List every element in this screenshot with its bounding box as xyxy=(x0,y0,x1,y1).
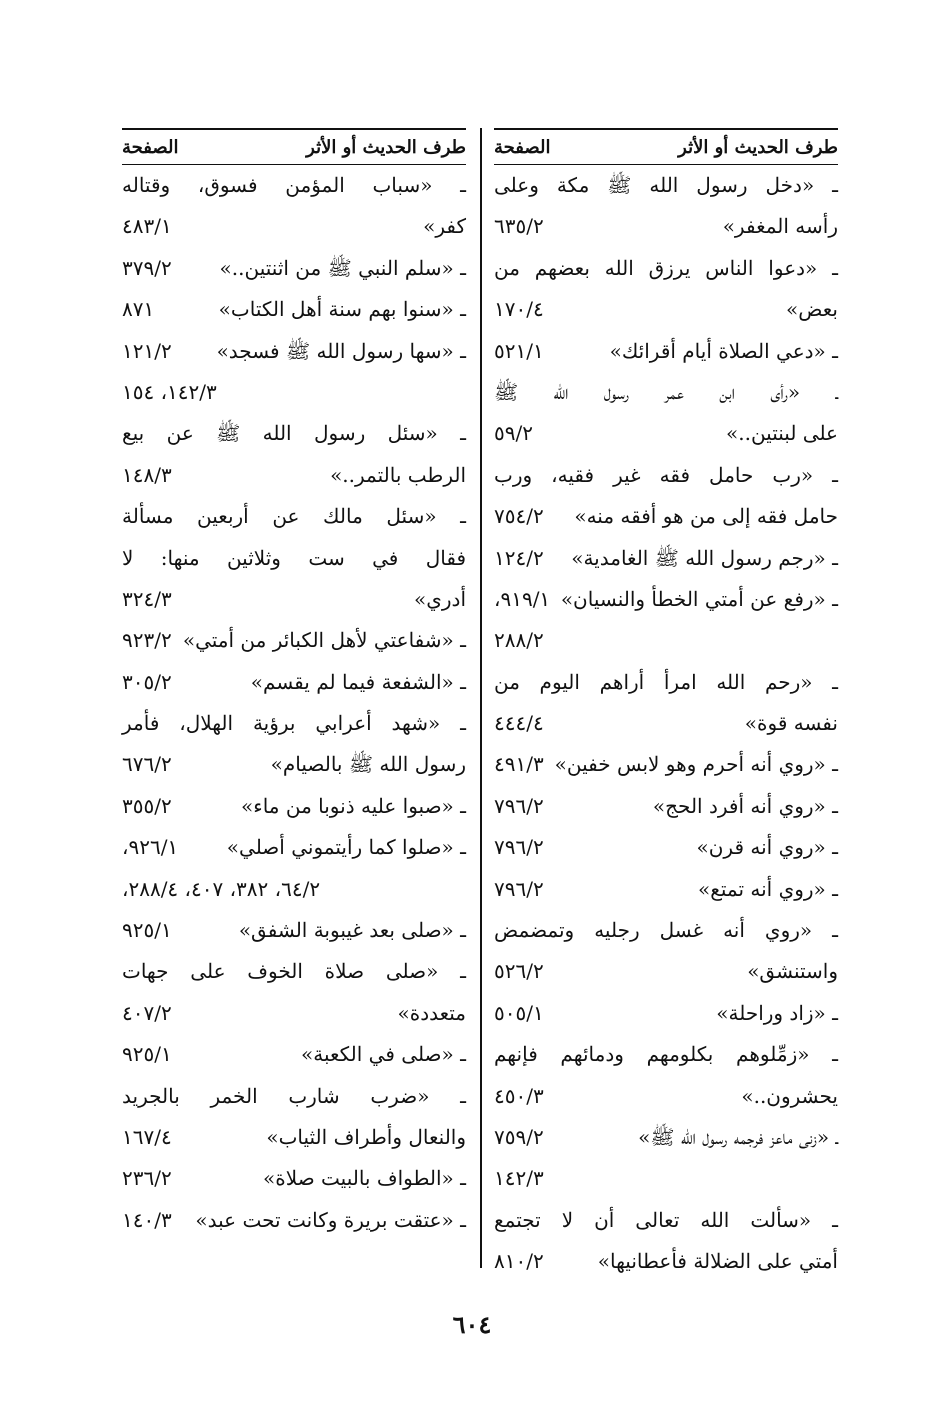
entry-page-ref: ٥٢١/١ xyxy=(494,338,544,363)
index-entry-line xyxy=(494,1158,838,1199)
header-title: طرف الحديث أو الأثر xyxy=(678,136,838,158)
entry-text: ـ «زمِّلوهم بكلومهم ودمائهم فإنهم xyxy=(494,1042,838,1067)
entry-page-ref: ٤٥٠/٣ xyxy=(494,1083,544,1108)
entry-text: والنعال وأطراف الثياب» xyxy=(266,1124,466,1149)
index-entry-line xyxy=(122,496,466,537)
entry-text: متعددة» xyxy=(397,1000,466,1025)
entry-page-ref: ٢٨٨/٢ xyxy=(494,628,544,653)
entry-page-ref: ٧٩٦/٢ xyxy=(494,876,544,901)
index-entry-line xyxy=(122,1117,466,1158)
entry-text: ـ «شفاعتي لأهل الكبائر من أمتي» xyxy=(182,628,466,653)
entry-page-ref: ١٧٠/٤ xyxy=(494,297,544,322)
index-entry-line xyxy=(122,579,466,620)
entry-text: ـ «زنى ماعز فرجمه رسول الله ﷺ» xyxy=(638,1124,838,1149)
entry-text: ـ «دعوا الناس يرزق الله بعضهم من xyxy=(494,255,838,280)
entry-text: ـ «عتقت بريرة وكانت تحت عبد» xyxy=(195,1207,466,1232)
entry-text: الرطب بالتمر..» xyxy=(330,462,466,487)
entry-text: ـ «سألت الله تعالى أن لا تجتمع xyxy=(494,1207,838,1232)
index-entry-line xyxy=(122,248,466,289)
index-entry-line xyxy=(494,413,838,454)
index-entry-line xyxy=(122,869,466,910)
entry-text: أدري» xyxy=(413,586,466,611)
entry-page-ref: ١٤٢/٣، ١٥٤ xyxy=(122,379,217,404)
entry-page-ref: ٥٠٥/١ xyxy=(494,1000,544,1025)
column-divider xyxy=(480,128,482,1268)
entry-page-ref: ٦٧٦/٢ xyxy=(122,752,172,777)
index-entry-line xyxy=(122,413,466,454)
entry-text: واستنشق» xyxy=(747,959,838,984)
entry-text: ـ «رجم رسول الله ﷺ الغامدية» xyxy=(571,545,838,570)
entry-page-ref: ٣٥٥/٢ xyxy=(122,793,172,818)
entry-text: ـ «صلى في الكعبة» xyxy=(300,1042,466,1067)
index-entry-line xyxy=(494,372,838,413)
entry-page-ref: ٩٢٦/١، xyxy=(122,835,179,860)
index-entry-line xyxy=(494,744,838,785)
page-number: ٦٠٤ xyxy=(452,1310,492,1339)
entry-text: ـ «رفع عن أمتي الخطأ والنسيان» xyxy=(560,586,838,611)
header-title: طرف الحديث أو الأثر xyxy=(306,136,466,158)
entry-page-ref: ٧٥٩/٢ xyxy=(494,1124,544,1149)
entry-page-ref: ٧٩٦/٢ xyxy=(494,835,544,860)
entry-page-ref: ٩٢٣/٢ xyxy=(122,628,172,653)
index-entry-line xyxy=(494,248,838,289)
index-entry-line xyxy=(494,951,838,992)
index-entry-line xyxy=(494,455,838,496)
entry-text: بعض» xyxy=(786,297,838,322)
index-entry-line xyxy=(122,786,466,827)
index-entry-line xyxy=(494,496,838,537)
index-entry-line xyxy=(122,455,466,496)
index-entry-line xyxy=(494,620,838,661)
entry-text: ـ «صلى صلاة الخوف على جهات xyxy=(122,959,466,984)
entry-text: ـ «سها رسول الله ﷺ فسجد» xyxy=(216,338,466,363)
entry-text: فقال في ست وثلاثين منها: لا xyxy=(122,545,466,570)
index-entry-line xyxy=(494,662,838,703)
index-entry-line xyxy=(122,1034,466,1075)
index-entry-line xyxy=(122,910,466,951)
entry-page-ref: ٤٩١/٣ xyxy=(494,752,544,777)
entry-page-ref: ١٢١/٢ xyxy=(122,338,172,363)
entry-text: ـ «الطواف بالبيت صلاة» xyxy=(263,1166,466,1191)
entry-page-ref: ٩٢٥/١ xyxy=(122,1042,172,1067)
left-column-header xyxy=(122,128,466,165)
index-entry-line xyxy=(494,165,838,206)
entry-text: ـ «صلوا كما رأيتموني أصلي» xyxy=(226,835,466,860)
entry-page-ref: ٥٢٦/٢ xyxy=(494,959,544,984)
entry-text: ـ «روي أنه قرن» xyxy=(696,835,838,860)
entry-text: نفسه قوة» xyxy=(744,711,838,736)
entry-text: يحشرون..» xyxy=(741,1083,838,1108)
index-entry-line xyxy=(494,206,838,247)
index-entry-line xyxy=(494,1034,838,1075)
entry-page-ref: ٧٩٦/٢ xyxy=(494,793,544,818)
entry-page-ref: ٦٤/٢، ٣٨٢، ٤٠٧، ٢٨٨/٤، xyxy=(122,876,321,901)
entry-page-ref: ٤٠٧/٢ xyxy=(122,1000,172,1025)
index-entry-line xyxy=(122,662,466,703)
entry-text: ـ «رأى ابن عمر رسول الله ﷺ xyxy=(494,379,838,404)
index-entry-line xyxy=(122,538,466,579)
index-entry-line xyxy=(494,579,838,620)
entry-text: ـ «سئل مالك عن أربعين مسألة xyxy=(122,504,466,529)
right-column xyxy=(494,128,838,1283)
index-entry-line xyxy=(494,289,838,330)
entry-page-ref: ٤٤٤/٤ xyxy=(494,711,544,736)
entry-page-ref: ٧٥٤/٢ xyxy=(494,504,544,529)
entry-text: ـ «ضرب شارب الخمر بالجريد xyxy=(122,1083,466,1108)
index-entry-line xyxy=(494,1200,838,1241)
index-entry-line xyxy=(494,1076,838,1117)
index-entry-line xyxy=(122,372,466,413)
index-entry-line xyxy=(122,993,466,1034)
index-entry-line xyxy=(494,993,838,1034)
left-column-entries xyxy=(122,165,466,1241)
index-entry-line xyxy=(122,1076,466,1117)
index-entry-line xyxy=(122,289,466,330)
index-entry-line xyxy=(122,1200,466,1241)
entry-text: ـ «شهد أعرابي برؤية الهلال، فأمر xyxy=(122,711,466,736)
entry-page-ref: ١٤٢/٣ xyxy=(494,1166,544,1191)
index-entry-line xyxy=(122,165,466,206)
right-column-header xyxy=(494,128,838,165)
entry-text: ـ «رحم الله امرأ أراهم اليوم من xyxy=(494,669,838,694)
entry-page-ref: ١٤٨/٣ xyxy=(122,462,172,487)
index-entry-line xyxy=(122,951,466,992)
entry-text: ـ «صبوا عليه ذنوبا من ماء» xyxy=(241,793,466,818)
index-entry-line xyxy=(494,331,838,372)
entry-text: كفر» xyxy=(423,214,466,239)
entry-text: ـ «سنوا بهم سنة أهل الكتاب» xyxy=(218,297,466,322)
index-entry-line xyxy=(494,786,838,827)
index-entry-line xyxy=(494,910,838,951)
entry-page-ref: ٨٧١ xyxy=(122,297,155,322)
entry-text: ـ «روي أنه غسل رجليه وتمضمض xyxy=(494,918,838,943)
index-entry-line xyxy=(494,538,838,579)
header-page-label: الصفحة xyxy=(494,136,551,158)
entry-text: ـ «دعي الصلاة أيام أقرائك» xyxy=(609,338,838,363)
index-entry-line xyxy=(494,703,838,744)
index-entry-line xyxy=(494,1241,838,1282)
index-entry-line xyxy=(122,206,466,247)
entry-text: ـ «سئل رسول الله ﷺ عن بيع xyxy=(122,421,466,446)
entry-text: ـ «سلم النبي ﷺ من اثنتين..» xyxy=(219,255,466,280)
index-entry-line xyxy=(122,331,466,372)
entry-text: رسول الله ﷺ بالصيام» xyxy=(270,752,466,777)
left-column xyxy=(122,128,466,1241)
index-entry-line xyxy=(122,703,466,744)
entry-page-ref: ٢٣٦/٢ xyxy=(122,1166,172,1191)
entry-page-ref: ١٤٠/٣ xyxy=(122,1207,172,1232)
entry-text: ـ «روي أنه أفرد الحج» xyxy=(652,793,838,818)
index-entry-line xyxy=(122,1158,466,1199)
entry-page-ref: ٨١٠/٢ xyxy=(494,1249,544,1274)
entry-page-ref: ٣٠٥/٢ xyxy=(122,669,172,694)
index-entry-line xyxy=(494,869,838,910)
entry-text: ـ «روي أنه تمتع» xyxy=(697,876,838,901)
entry-page-ref: ٤٨٣/١ xyxy=(122,214,172,239)
entry-text: أمتي على الضلالة فأعطانيها» xyxy=(597,1249,838,1274)
entry-page-ref: ٣٢٤/٣ xyxy=(122,586,172,611)
right-column-entries xyxy=(494,165,838,1283)
header-page-label: الصفحة xyxy=(122,136,179,158)
entry-text: ـ «سباب المؤمن فسوق، وقتاله xyxy=(122,173,466,197)
index-entry-line xyxy=(494,827,838,868)
index-entry-line xyxy=(122,827,466,868)
entry-page-ref: ٦٣٥/٢ xyxy=(494,214,544,239)
entry-text: ـ «روي أنه أحرم وهو لابس خفين» xyxy=(554,752,838,777)
entry-page-ref: ٩٢٥/١ xyxy=(122,918,172,943)
index-entry-line xyxy=(122,744,466,785)
entry-text: ـ «زاد وراحلة» xyxy=(716,1000,838,1025)
entry-page-ref: ٥٩/٢ xyxy=(494,421,533,446)
entry-text: ـ «دخل رسول الله ﷺ مكة وعلى xyxy=(494,173,838,197)
entry-page-ref: ٩١٩/١، xyxy=(494,586,551,611)
entry-text: ـ «الشفعة فيما لم يقسم» xyxy=(250,669,466,694)
index-entry-line xyxy=(494,1117,838,1158)
entry-text: ـ «صلى بعد غيبوبة الشفق» xyxy=(238,918,466,943)
entry-text: على لبنتين..» xyxy=(726,421,838,446)
entry-text: حامل فقه إلى من هو أفقه منه» xyxy=(574,504,838,529)
entry-text: رأسه المغفر» xyxy=(722,214,838,239)
entry-page-ref: ١٦٧/٤ xyxy=(122,1124,172,1149)
index-entry-line xyxy=(122,620,466,661)
entry-page-ref: ٣٧٩/٢ xyxy=(122,255,172,280)
entry-text: ـ «رب حامل فقه غير فقيه، ورب xyxy=(494,462,838,487)
entry-page-ref: ١٢٤/٢ xyxy=(494,545,544,570)
